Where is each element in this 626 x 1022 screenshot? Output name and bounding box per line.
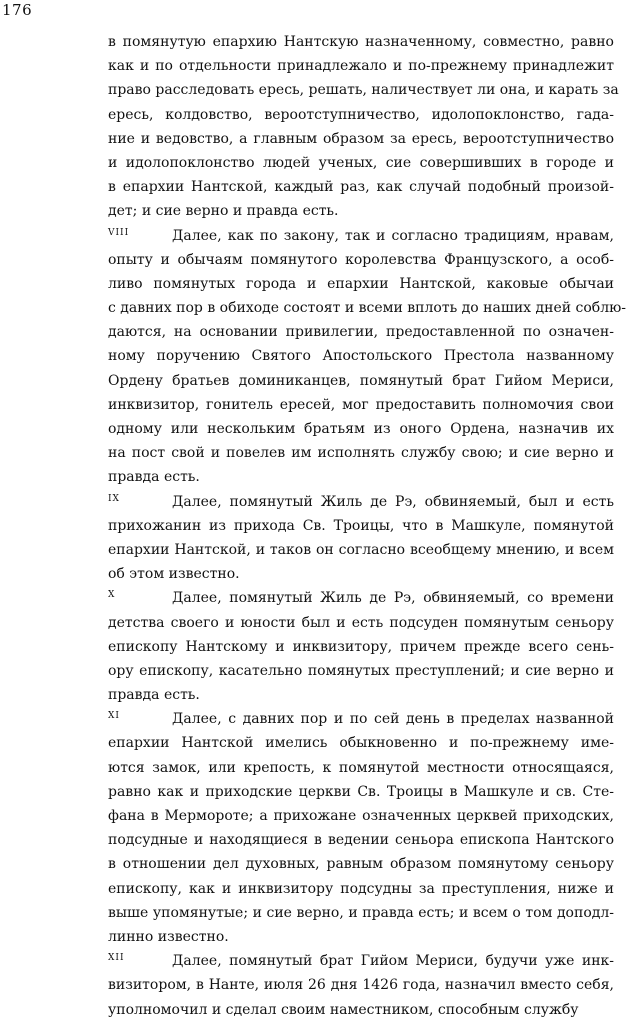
text-line: Далее, как по закону, так и согласно традициям, нравам, [172, 227, 614, 244]
text-line: равно как и приходские церкви Св. Троицы в Машкуле и св. Сте- [108, 783, 614, 800]
page-number: 176 [2, 1, 33, 19]
text-line: ются замок, или крепость, к помянутой местности относящаяся, [108, 759, 614, 776]
text-line: подсудные и находящиеся в ведении сеньора епископа Нантского [108, 832, 614, 849]
text-line: опыту и обычаям помянутого королевства Французского, а особ- [108, 251, 614, 268]
text-line: Далее, с давних пор и по сей день в пределах названной [172, 711, 614, 728]
main-text [108, 30, 626, 1022]
text-line: епархии Нантской, и таков он согласно всеобщему мнению, и всем [108, 541, 614, 558]
text-line: ние и ведовство, а главным образом за ересь, вероотступничество [108, 130, 614, 147]
text-line: ересь, колдовство, вероотступничество, идолопоклонство, гада- [108, 106, 614, 123]
numbered-paragraph [108, 707, 614, 949]
text-line: в помянутую епархию Нантскую назначенному, совместно, равно [108, 34, 614, 50]
paragraph-first-line [108, 707, 614, 731]
text-line: выше упомянутые; и сие верно, и правда есть; и всем о том доподл- [108, 904, 614, 921]
paragraph-number: x [108, 586, 116, 602]
text-line: и идолопоклонство людей ученых, сие совершивших в городе и [108, 154, 614, 171]
text-line: инквизитор, гонитель ересей, мог предоставить полномочия свои [108, 396, 614, 413]
paragraph-number: ix [108, 489, 120, 505]
text-line: Далее, помянутый брат Гийом Мериси, будучи уже инк- [172, 953, 614, 970]
text-line: епархии Нантской имелись обыкновенно и по-прежнему име- [108, 735, 614, 752]
text-line: Далее, помянутый Жиль де Рэ, обвиняемый, со времени [172, 590, 614, 607]
numbered-paragraph [108, 586, 614, 707]
paragraph [108, 30, 619, 224]
text-line: ору епископу, касательно помянутых преступлений; и сие верно и [108, 662, 614, 679]
numbered-paragraph [108, 490, 614, 587]
text-line: епископу, как и инквизитору подсудны за преступления, ниже и [108, 880, 614, 897]
text-line: на пост свой и повелев им исполнять службу свою; и сие верно и [108, 445, 614, 462]
text-line: даются, на основании привилегии, предоставленной по означен- [108, 324, 614, 341]
text-line: ливо помянутых города и епархии Нантской, каковые обычаи [108, 275, 614, 292]
numbered-paragraph [108, 223, 626, 490]
text-line: визитором, в Нанте, июля 26 дня 1426 года, назначил вместо себя, [108, 977, 614, 994]
text-line: Далее, помянутый Жиль де Рэ, обвиняемый, был и есть [172, 493, 614, 510]
text-line: одному или нескольким братьям из оного Ордена, назначив их [108, 421, 614, 437]
text-line: как и по отдельности принадлежало и по-прежнему принадлежит [108, 58, 614, 75]
text-line: линно известно. [108, 928, 229, 945]
text-line: фана в Мермороте; а прихожане означенных церквей приходских, [108, 808, 614, 824]
text-line: ному поручению Святого Апостольского Престола названному [108, 348, 614, 365]
text-line: Ордену братьев доминиканцев, помянутый брат Гийом Мериси, [108, 372, 614, 389]
text-line: правда есть. [108, 687, 200, 704]
paragraph-number: viii [108, 223, 130, 239]
text-line: с давних пор в обиходе состоят и всеми вплоть до наших дней соблю- [108, 300, 626, 317]
text-line: прихожанин из прихода Св. Троицы, что в Машкуле, помянутой [108, 517, 614, 534]
paragraph-first-line [108, 949, 614, 973]
text-line: правда есть. [108, 469, 200, 486]
text-line: дет; и сие верно и правда есть. [108, 203, 339, 220]
text-line: в епархии Нантской, каждый раз, как случай подобный произой- [108, 179, 614, 196]
text-line: детства своего и юности был и есть подсуден помянутым сеньору [108, 614, 614, 631]
text-line: право расследовать ересь, решать, наличествует ли она, и карать за [108, 82, 619, 99]
text-line: епископу Нантскому и инквизитору, причем прежде всего сень- [108, 638, 614, 655]
paragraph-first-line [108, 224, 614, 248]
paragraph-number: xi [108, 707, 120, 723]
text-line: в отношении дел духовных, равным образом помянутому сеньору [108, 856, 614, 873]
paragraph-number: xii [108, 949, 125, 965]
numbered-paragraph [108, 949, 614, 1022]
text-line: уполномочил и сделал своим наместником, способным службу [108, 1001, 579, 1018]
text-line: об этом известно. [108, 566, 240, 583]
paragraph-first-line [108, 586, 614, 610]
paragraph-first-line [108, 490, 614, 514]
